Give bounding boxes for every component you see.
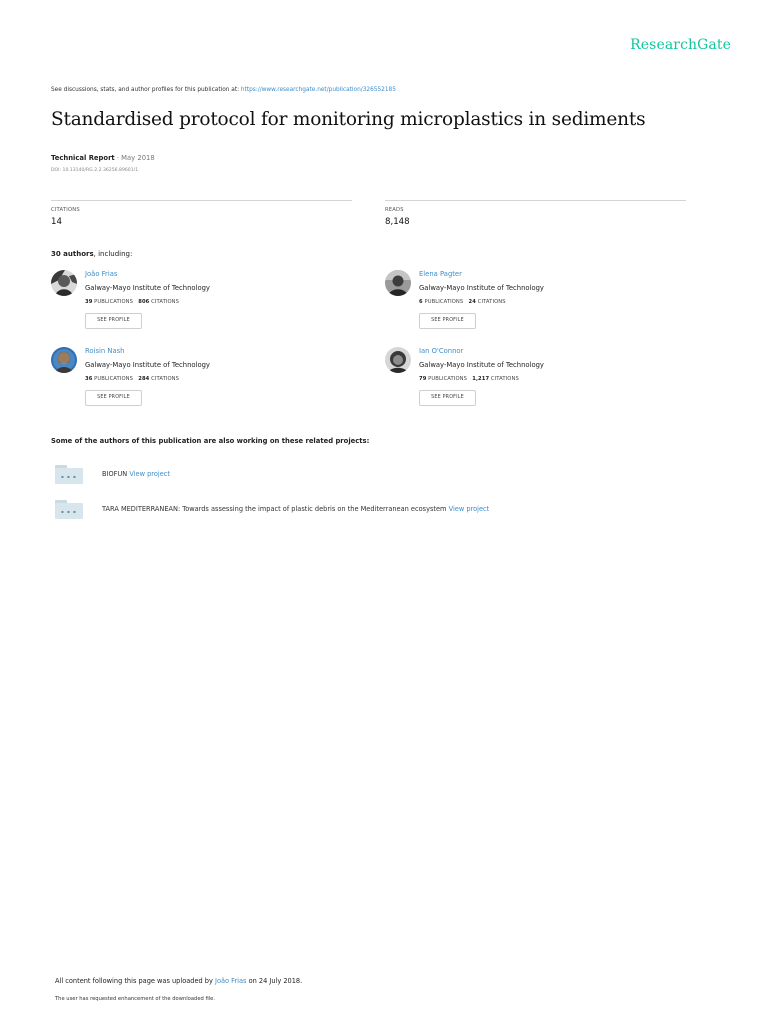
project-item [55, 465, 695, 487]
see-profile-button[interactable]: SEE PROFILE [85, 313, 142, 329]
avatar[interactable] [385, 270, 411, 296]
reads-count: 8,148 [385, 217, 410, 227]
publication-doi: DOI: 10.13140/RG.2.2.36256.89601/1 [51, 168, 139, 173]
project-line [102, 470, 170, 478]
view-project-link[interactable]: View project [129, 470, 170, 478]
author-name-link[interactable]: Ian O'Connor [419, 347, 464, 355]
see-profile-button[interactable]: SEE PROFILE [85, 390, 142, 406]
publication-url-link[interactable]: https://www.researchgate.net/publication/326552185 [240, 87, 396, 93]
project-line [102, 505, 489, 513]
download-note: The user has requested enhancement of the downloaded file. [55, 996, 216, 1002]
discussion-line [51, 87, 396, 93]
citations-count: 806 [138, 299, 150, 305]
upload-line [55, 977, 302, 985]
uploader-link[interactable]: João Frias [215, 977, 247, 985]
project-item [55, 500, 695, 522]
divider [385, 200, 686, 201]
author-institution: Galway-Mayo Institute of Technology [419, 361, 544, 369]
discussion-text: See discussions, stats, and author profiles for this publication at: [51, 87, 241, 93]
author-institution: Galway-Mayo Institute of Technology [85, 284, 210, 292]
author-card [51, 347, 351, 417]
citations-label: CITATIONS [490, 376, 519, 382]
upload-text: All content following this page was uploaded by [55, 977, 215, 985]
author-stats [85, 299, 179, 305]
publications-label: PUBLICATIONS [428, 376, 467, 382]
author-stats [419, 376, 519, 382]
reads-label: READS [385, 207, 404, 213]
author-name-link[interactable]: Elena Pagter [419, 270, 462, 278]
author-stats [85, 376, 179, 382]
see-profile-button[interactable]: SEE PROFILE [419, 390, 476, 406]
related-projects-heading: Some of the authors of this publication are also working on these related projects: [51, 437, 370, 445]
author-card [385, 270, 685, 340]
folder-icon: ▪ ▪ ▪ [55, 465, 83, 484]
citations-count: 24 [468, 299, 476, 305]
see-profile-button[interactable]: SEE PROFILE [419, 313, 476, 329]
project-name: TARA MEDITERRANEAN: Towards assessing the impact of plastic debris on the Mediterranean ecosystem [102, 505, 447, 513]
avatar[interactable] [385, 347, 411, 373]
citations-count: 284 [138, 376, 150, 382]
author-institution: Galway-Mayo Institute of Technology [419, 284, 544, 292]
citations-label: CITATIONS [151, 376, 180, 382]
authors-count: 30 authors [51, 250, 94, 258]
publications-label: PUBLICATIONS [94, 299, 133, 305]
folder-icon: ▪ ▪ ▪ [55, 500, 83, 519]
citations-label: CITATIONS [477, 299, 506, 305]
publication-type: Technical Report [51, 154, 115, 162]
citations-label: CITATIONS [151, 299, 180, 305]
publications-count: 36 [85, 376, 93, 382]
author-name-link[interactable]: João Frias [85, 270, 118, 278]
researchgate-logo[interactable]: ResearchGate [630, 37, 731, 53]
publications-label: PUBLICATIONS [94, 376, 133, 382]
citations-count: 14 [51, 217, 62, 227]
citations-count: 1,217 [472, 376, 490, 382]
publication-title: Standardised protocol for monitoring microplastics in sediments [51, 109, 646, 130]
author-stats [419, 299, 506, 305]
author-name-link[interactable]: Roisin Nash [85, 347, 125, 355]
publications-count: 39 [85, 299, 93, 305]
publication-date: · May 2018 [114, 154, 155, 162]
avatar[interactable] [51, 347, 77, 373]
publication-type-line [51, 154, 155, 162]
author-institution: Galway-Mayo Institute of Technology [85, 361, 210, 369]
upload-date: on 24 July 2018. [246, 977, 303, 985]
divider [51, 200, 352, 201]
author-card [51, 270, 351, 340]
view-project-link[interactable]: View project [448, 505, 490, 513]
project-name: BIOFUN [102, 470, 128, 478]
publications-count: 79 [419, 376, 427, 382]
authors-heading-rest: , including: [93, 250, 133, 258]
publications-count: 6 [419, 299, 423, 305]
author-card [385, 347, 685, 417]
publications-label: PUBLICATIONS [424, 299, 464, 305]
citations-label: CITATIONS [51, 207, 80, 213]
avatar[interactable] [51, 270, 77, 296]
authors-heading [51, 250, 132, 258]
